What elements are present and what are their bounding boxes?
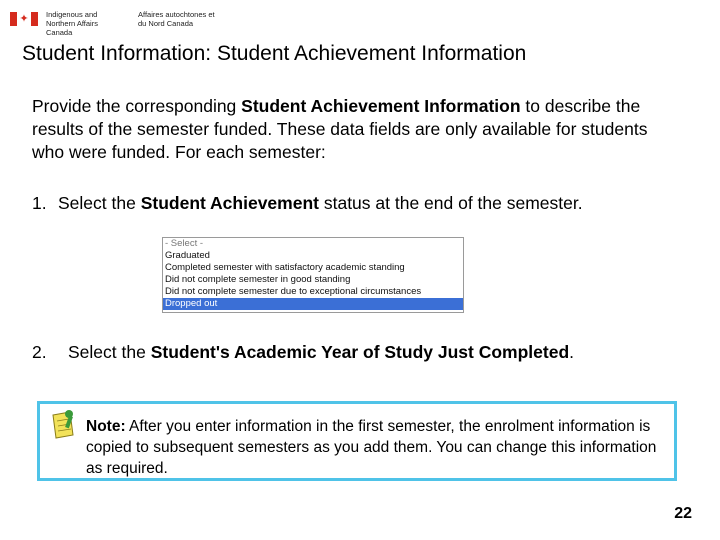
note-box [37, 401, 677, 481]
option-exceptional-circumstances[interactable]: Did not complete semester due to exceptional circumstances [165, 286, 422, 297]
intro-text-2: to describe the results of the semester funded. These data fields are only available for students who were funded. For each semester: [32, 96, 648, 162]
option-not-good-standing[interactable]: Did not complete semester in good standing [165, 274, 351, 285]
step-1-text-1: Select the [58, 193, 141, 213]
step-2-text-1: Select the [68, 342, 151, 362]
intro-bold: Student Achievement Information [241, 96, 521, 116]
step-1-bold: Student Achievement [140, 193, 319, 213]
note-text [86, 416, 672, 479]
page-number: 22 [674, 505, 692, 522]
step-2-text-2: . [569, 342, 575, 362]
department-name-french: Affaires autochtones et du Nord Canada [138, 10, 215, 28]
option-select[interactable]: - Select - [165, 238, 204, 249]
notepad-pencil-icon [50, 409, 76, 441]
step-1-text-2: status at the end of the semester. [318, 193, 583, 213]
step-2-bold: Student's Academic Year of Study Just Completed [150, 342, 570, 362]
canada-flag-icon: ✦ [10, 12, 38, 26]
option-completed-satisfactory[interactable]: Completed semester with satisfactory academic standing [165, 262, 405, 273]
step-2 [32, 341, 574, 364]
note-label: Note: [86, 418, 126, 435]
option-dropped-out[interactable]: Dropped out [163, 298, 463, 310]
step-1 [32, 192, 583, 215]
step-2-number: 2. [32, 342, 47, 362]
page-title: Student Information: Student Achievement Information [22, 42, 527, 65]
option-graduated[interactable]: Graduated [165, 250, 210, 261]
intro-text-1: Provide the corresponding [32, 96, 242, 116]
department-name-english: Indigenous and Northern Affairs Canada [46, 10, 98, 37]
step-1-number: 1. [32, 193, 47, 213]
government-header [10, 10, 216, 37]
student-achievement-listbox[interactable] [162, 237, 464, 313]
note-body: After you enter information in the first semester, the enrolment information is copied to subsequent semesters as you add them. You can change this information as required. [86, 418, 657, 477]
intro-paragraph [32, 95, 672, 164]
